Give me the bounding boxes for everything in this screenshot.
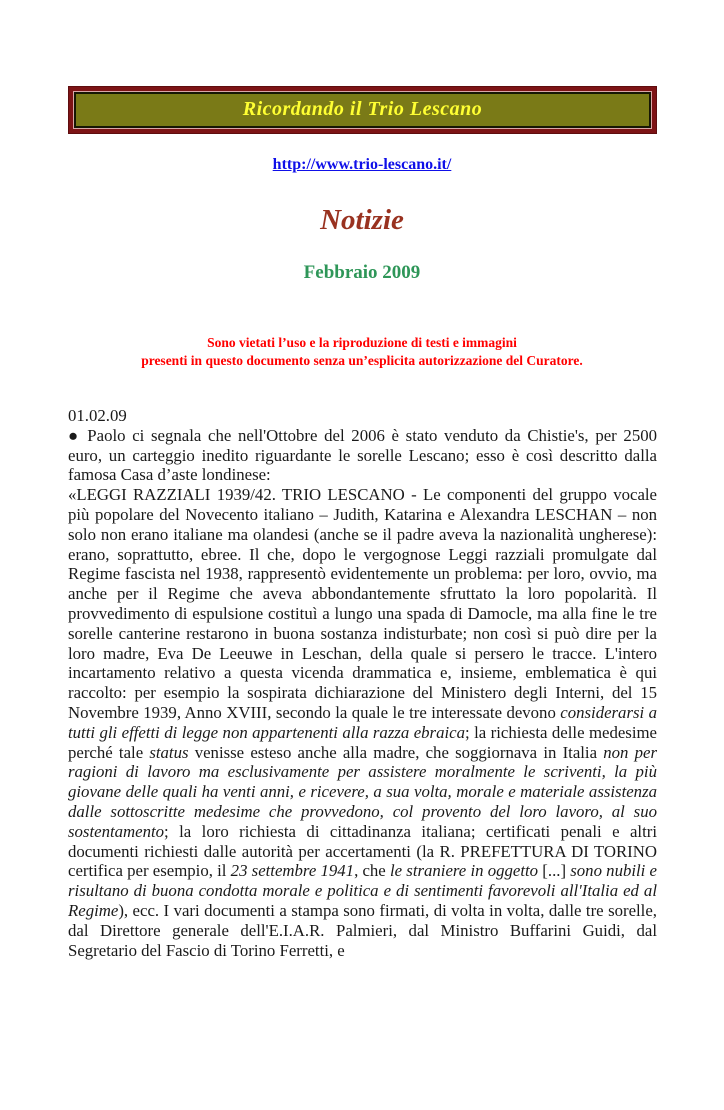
document-page [0,86,724,1110]
article-paragraph: ● Paolo ci segnala che nell'Ottobre del 2006 è stato venduto da Chistie's, per 2500 euro, un carteggio inedito riguardante le sorelle Lescano; esso è così descritto dalla famosa Casa d’aste londinese: [68,425,657,485]
site-banner-background [74,92,651,128]
site-banner-title: Ricordando il Trio Lescano [242,98,483,120]
entry-date: 01.02.09 [68,406,127,425]
copyright-line-2: presenti in questo documento senza un’esplicita autorizzazione del Curatore. [141,353,583,368]
site-banner-frame [73,91,652,129]
section-title: Notizie [320,204,404,236]
issue-date: Febbraio 2009 [303,262,421,283]
news-article [68,406,657,960]
copyright-notice [0,334,724,370]
copyright-line-1: Sono vietati l’uso e la riproduzione di testi e immagini [207,335,517,350]
site-banner [68,86,657,134]
article-paragraph: «LEGGI RAZZIALI 1939/42. TRIO LESCANO - Le componenti del gruppo vocale più popolare del Novecento italiano – Judith, Katarina e Alexandra LESCHAN – non solo non erano italiane ma olandesi (anche se il padre aveva la nazionalità ungherese): erano, soprattutto, ebree. Il che, dopo le vergognose Leggi razziali promulgate dal Regime fascista nel 1938, rappresentò evidentemente un problema: per loro, ovvio, ma anche per il Regime che aveva abbondantemente sfruttato la loro popolarità. Il provvedimento di espulsione costituì a lungo una spada di Damocle, ma alla fine le tre sorelle canterine restarono in buona sostanza indisturbate; non così si può dire per la loro madre, Eva De Leeuwe in Leschan, della quale si persero le tracce. L'intero incartamento relativo a questa vicenda drammatica e, insieme, emblematica è qui raccolto: per esempio la sospirata dichiarazione del Ministero degli Interni, del 15 Novembre 1939, Anno XVIII, secondo la quale le tre interessate devono considerarsi a tutti gli effetti di legge non appartenenti alla razza ebraica; la richiesta delle medesime perché tale status venisse esteso anche alla madre, che soggiornava in Italia non per ragioni di lavoro ma esclusivamente per assistere moralmente le scriventi, la più giovane delle quali ha venti anni, e ricevere, a sua volta, morale e materiale assistenza dalle sottoscritte medesime che provvedono, col provento del loro lavoro, al suo sostentamento; la loro richiesta di cittadinanza italiana; certificati penali e altri documenti richiesti dalle autorità per accertamenti (la R. PREFETTURA DI TORINO certifica per esempio, il 23 settembre 1941, che le straniere in oggetto [...] sono nubili e risultano di buona condotta morale e politica e di sentimenti favorevoli all'Italia ed al Regime), ecc. I vari documenti a stampa sono firmati, di volta in volta, dalle tre sorelle, dal Direttore generale dell'E.I.A.R. Palmieri, dal Ministro Buffarini Guidi, dal Segretario del Fascio di Torino Ferretti, e [68,485,657,960]
site-url-link[interactable]: http://www.trio-lescano.it/ [272,156,452,173]
